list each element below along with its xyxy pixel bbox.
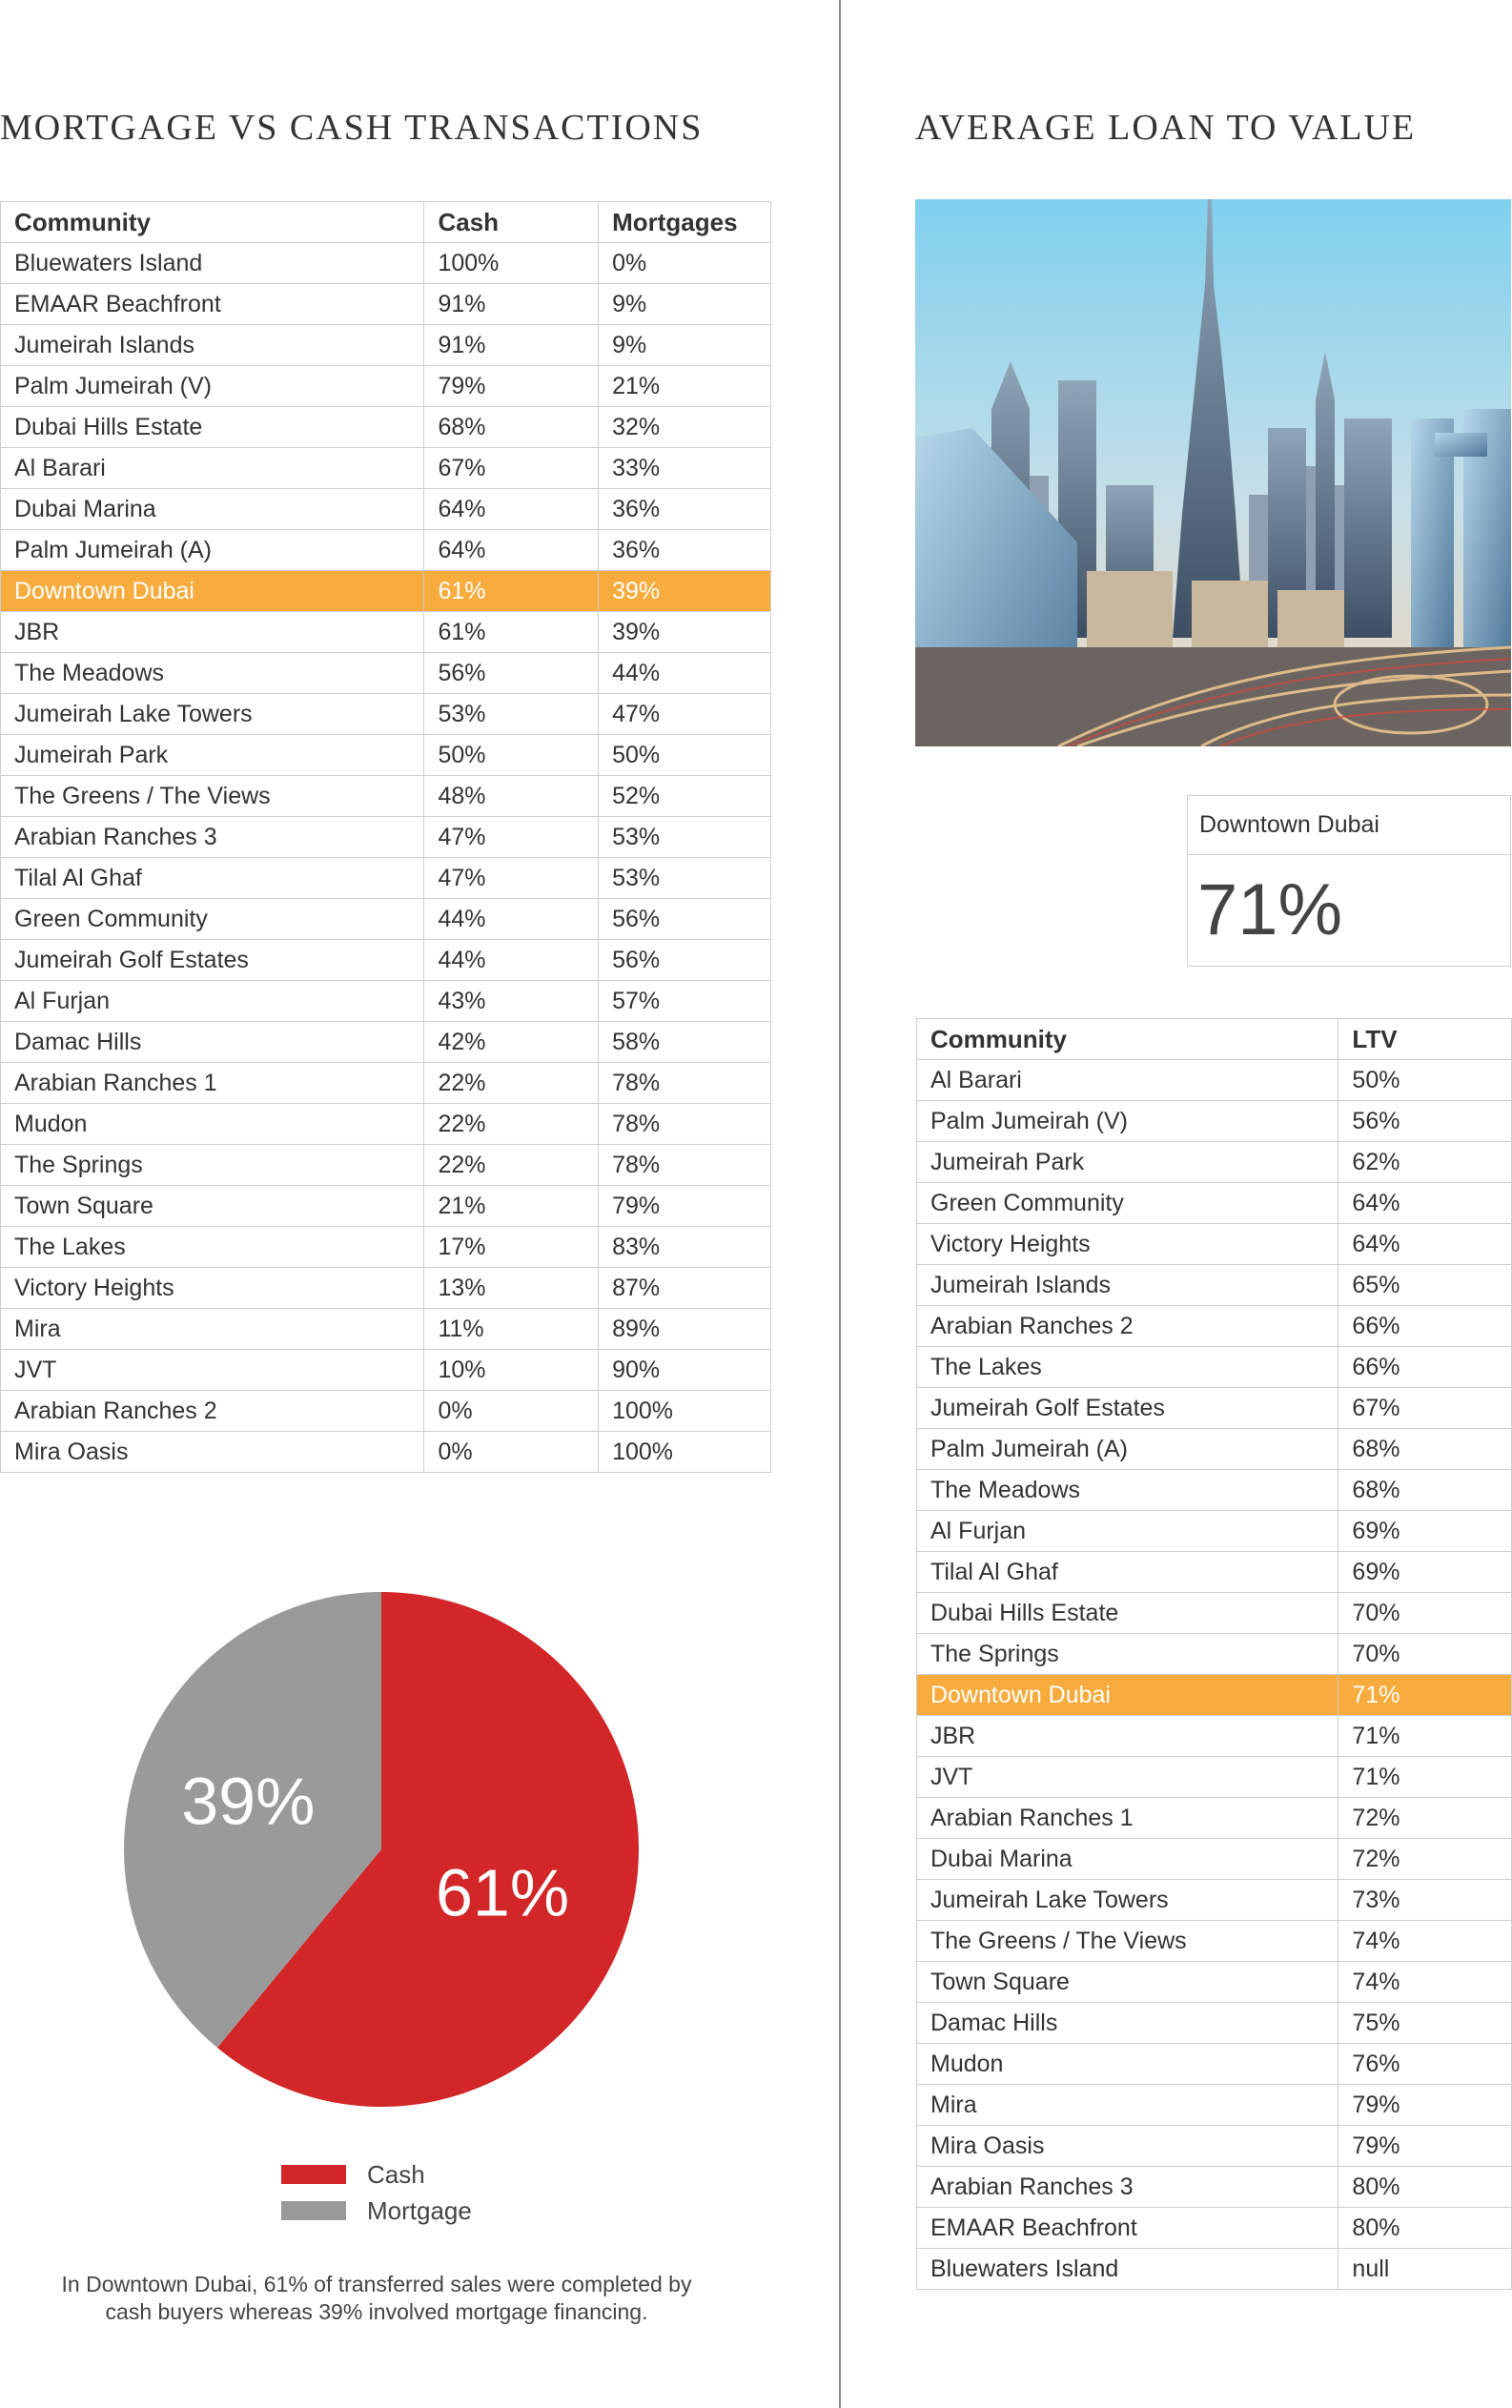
ltv-table-row — [917, 1798, 1512, 1839]
mortgage-cash-table-cell: Jumeirah Park — [1, 735, 424, 776]
ltv-table-cell: Town Square — [917, 1962, 1338, 2003]
mortgage-cash-table-cell: 78% — [599, 1104, 771, 1145]
ltv-table-cell: Jumeirah Islands — [917, 1265, 1338, 1306]
ltv-table-cell: 69% — [1338, 1511, 1512, 1552]
mortgage-cash-table-cell: Jumeirah Islands — [1, 325, 424, 366]
mortgage-cash-table-cell: 42% — [424, 1022, 599, 1063]
legend-label: Cash — [367, 2159, 425, 2189]
ltv-table-row — [917, 1388, 1512, 1429]
mortgage-cash-table-cell: Bluewaters Island — [1, 243, 424, 284]
mortgage-cash-table-cell: 90% — [599, 1350, 771, 1391]
mortgage-cash-table-row — [1, 243, 771, 284]
mortgage-cash-table-cell: 83% — [599, 1227, 771, 1268]
mortgage-cash-table-row — [1, 735, 771, 776]
mortgage-cash-table-cell: 13% — [424, 1268, 599, 1309]
ltv-table-cell: The Greens / The Views — [917, 1921, 1338, 1962]
ltv-table-header-cell: Community — [917, 1019, 1338, 1060]
ltv-table-cell: EMAAR Beachfront — [917, 2208, 1338, 2249]
mortgage-cash-table-cell: Mira Oasis — [1, 1432, 424, 1473]
ltv-table-row — [917, 1347, 1512, 1388]
ltv-table-cell: Arabian Ranches 1 — [917, 1798, 1338, 1839]
legend-item — [281, 2193, 472, 2229]
ltv-table-cell: 76% — [1338, 2044, 1512, 2085]
ltv-table-cell: 65% — [1338, 1265, 1512, 1306]
ltv-table-cell: Dubai Marina — [917, 1839, 1338, 1880]
ltv-table-row — [917, 1306, 1512, 1347]
ltv-table-cell: 70% — [1338, 1593, 1512, 1634]
mortgage-cash-table-cell: Town Square — [1, 1186, 424, 1227]
legend-item — [281, 2156, 472, 2193]
mortgage-cash-table-row — [1, 899, 771, 940]
mortgage-cash-table-cell: 21% — [424, 1186, 599, 1227]
ltv-table-row — [917, 2085, 1512, 2126]
mortgage-cash-table-cell: Mudon — [1, 1104, 424, 1145]
mortgage-cash-table-row — [1, 366, 771, 407]
ltv-table-row — [917, 1265, 1512, 1306]
mortgage-cash-table-header-cell: Mortgages — [599, 202, 771, 243]
ltv-table-row — [917, 1552, 1512, 1593]
mortgage-cash-table-cell: JVT — [1, 1350, 424, 1391]
mortgage-cash-table-cell: 57% — [599, 981, 771, 1022]
ltv-table-cell: 66% — [1338, 1347, 1512, 1388]
ltv-table-cell: Al Furjan — [917, 1511, 1338, 1552]
mortgage-cash-table-cell: 22% — [424, 1145, 599, 1186]
mortgage-cash-table-row — [1, 571, 771, 612]
ltv-table-cell: Green Community — [917, 1183, 1338, 1224]
ltv-table-cell: 80% — [1338, 2167, 1512, 2208]
mortgage-cash-table-cell: 22% — [424, 1104, 599, 1145]
ltv-table-row — [917, 1183, 1512, 1224]
mortgage-cash-table-cell: Arabian Ranches 1 — [1, 1063, 424, 1104]
mortgage-cash-table-row — [1, 1350, 771, 1391]
ltv-table-cell: 74% — [1338, 1962, 1512, 2003]
mortgage-cash-table-cell: 56% — [599, 899, 771, 940]
mortgage-cash-table-cell: Palm Jumeirah (A) — [1, 530, 424, 571]
ltv-table — [916, 1018, 1512, 2290]
mortgage-cash-table-cell: 100% — [424, 243, 599, 284]
mortgage-cash-table-cell: 48% — [424, 776, 599, 817]
mortgage-cash-table — [0, 201, 771, 1473]
skyline-image — [915, 199, 1511, 746]
mortgage-cash-table-cell: 0% — [424, 1391, 599, 1432]
ltv-table-cell: Dubai Hills Estate — [917, 1593, 1338, 1634]
ltv-table-row — [917, 1880, 1512, 1921]
mortgage-cash-table-cell: 36% — [599, 530, 771, 571]
ltv-table-row — [917, 1060, 1512, 1101]
mortgage-cash-table-header-row — [1, 202, 771, 243]
mortgage-cash-table-cell: The Greens / The Views — [1, 776, 424, 817]
ltv-table-cell: 79% — [1338, 2085, 1512, 2126]
mortgage-cash-table-cell: 0% — [599, 243, 771, 284]
ltv-table-cell: null — [1338, 2249, 1512, 2290]
mortgage-cash-table-cell: Arabian Ranches 3 — [1, 817, 424, 858]
ltv-table-cell: 66% — [1338, 1306, 1512, 1347]
mortgage-cash-table-cell: 52% — [599, 776, 771, 817]
mortgage-cash-table-header-cell: Cash — [424, 202, 599, 243]
mortgage-cash-table-cell: 47% — [599, 694, 771, 735]
mortgage-cash-table-cell: Jumeirah Lake Towers — [1, 694, 424, 735]
mortgage-cash-table-cell: 79% — [424, 366, 599, 407]
mortgage-cash-table-cell: 36% — [599, 489, 771, 530]
mortgage-cash-table-cell: 61% — [424, 571, 599, 612]
ltv-table-cell: Mira — [917, 2085, 1338, 2126]
ltv-table-cell: 71% — [1338, 1757, 1512, 1798]
pie-value-label: 39% — [181, 1764, 316, 1839]
mortgage-cash-table-cell: 64% — [424, 530, 599, 571]
ltv-table-row — [917, 1675, 1512, 1716]
ltv-table-cell: 71% — [1338, 1716, 1512, 1757]
ltv-table-row — [917, 2167, 1512, 2208]
mortgage-cash-table-row — [1, 653, 771, 694]
ltv-table-cell: Arabian Ranches 2 — [917, 1306, 1338, 1347]
ltv-table-row — [917, 1224, 1512, 1265]
ltv-table-cell: 73% — [1338, 1880, 1512, 1921]
pie-caption: In Downtown Dubai, 61% of transferred sales were completed by cash buyers whereas 39% involved mortgage financing. — [61, 2272, 692, 2324]
mortgage-cash-table-cell: Damac Hills — [1, 1022, 424, 1063]
mortgage-cash-table-cell: 58% — [599, 1022, 771, 1063]
ltv-table-cell: 67% — [1338, 1388, 1512, 1429]
mortgage-cash-table-row — [1, 1268, 771, 1309]
mortgage-cash-table-cell: The Meadows — [1, 653, 424, 694]
ltv-table-cell: 64% — [1338, 1183, 1512, 1224]
pie-legend — [281, 2156, 472, 2229]
mortgage-cash-table-row — [1, 817, 771, 858]
ltv-table-cell: 72% — [1338, 1798, 1512, 1839]
ltv-table-cell: 74% — [1338, 1921, 1512, 1962]
ltv-table-cell: Al Barari — [917, 1060, 1338, 1101]
ltv-table-cell: 80% — [1338, 2208, 1512, 2249]
ltv-table-row — [917, 1101, 1512, 1142]
ltv-table-cell: The Meadows — [917, 1470, 1338, 1511]
mortgage-cash-table-cell: JBR — [1, 612, 424, 653]
ltv-table-cell: Damac Hills — [917, 2003, 1338, 2044]
mortgage-cash-table-cell: 9% — [599, 284, 771, 325]
mortgage-cash-table-cell: 68% — [424, 407, 599, 448]
ltv-table-cell: 75% — [1338, 2003, 1512, 2044]
ltv-table-cell: 79% — [1338, 2126, 1512, 2167]
ltv-table-row — [917, 2044, 1512, 2085]
ltv-highlight-card — [1187, 795, 1511, 967]
mortgage-cash-table-cell: 17% — [424, 1227, 599, 1268]
ltv-table-cell: The Springs — [917, 1634, 1338, 1675]
ltv-table-row — [917, 1921, 1512, 1962]
ltv-table-row — [917, 1593, 1512, 1634]
mortgage-cash-table-cell: 56% — [599, 940, 771, 981]
mortgage-cash-table-cell: 67% — [424, 448, 599, 489]
column-divider — [839, 0, 841, 2408]
mortgage-cash-table-cell: 78% — [599, 1063, 771, 1104]
mortgage-cash-table-row — [1, 448, 771, 489]
mortgage-cash-table-row — [1, 1432, 771, 1473]
ltv-table-cell: Jumeirah Lake Towers — [917, 1880, 1338, 1921]
ltv-table-row — [917, 1429, 1512, 1470]
right-heading: AVERAGE LOAN TO VALUE — [915, 108, 1417, 148]
mortgage-cash-table-cell: 11% — [424, 1309, 599, 1350]
ltv-table-row — [917, 1470, 1512, 1511]
mortgage-cash-table-cell: 79% — [599, 1186, 771, 1227]
ltv-table-cell: Victory Heights — [917, 1224, 1338, 1265]
mortgage-cash-table-cell: Victory Heights — [1, 1268, 424, 1309]
ltv-highlight-name: Downtown Dubai — [1188, 796, 1510, 855]
legend-swatch — [281, 2165, 346, 2184]
mortgage-cash-table-cell: Jumeirah Golf Estates — [1, 940, 424, 981]
ltv-table-cell: 70% — [1338, 1634, 1512, 1675]
mortgage-cash-table-cell: Dubai Hills Estate — [1, 407, 424, 448]
cash-mortgage-pie-chart — [114, 1582, 648, 2116]
ltv-table-cell: Palm Jumeirah (V) — [917, 1101, 1338, 1142]
mortgage-cash-table-cell: The Lakes — [1, 1227, 424, 1268]
mortgage-cash-table-cell: Palm Jumeirah (V) — [1, 366, 424, 407]
mortgage-cash-table-header-cell: Community — [1, 202, 424, 243]
mortgage-cash-table-row — [1, 1145, 771, 1186]
mortgage-cash-table-cell: 78% — [599, 1145, 771, 1186]
mortgage-cash-table-cell: 10% — [424, 1350, 599, 1391]
mortgage-cash-table-cell: 22% — [424, 1063, 599, 1104]
mortgage-cash-table-cell: 39% — [599, 571, 771, 612]
mortgage-cash-table-row — [1, 284, 771, 325]
mortgage-cash-table-cell: 64% — [424, 489, 599, 530]
ltv-table-cell: 71% — [1338, 1675, 1512, 1716]
mortgage-cash-table-cell: 53% — [599, 817, 771, 858]
ltv-table-cell: JVT — [917, 1757, 1338, 1798]
mortgage-cash-table-row — [1, 1186, 771, 1227]
ltv-table-row — [917, 1962, 1512, 2003]
mortgage-cash-table-cell: Mira — [1, 1309, 424, 1350]
ltv-table-cell: 62% — [1338, 1142, 1512, 1183]
ltv-table-row — [917, 2208, 1512, 2249]
mortgage-cash-table-row — [1, 694, 771, 735]
mortgage-cash-table-cell: 56% — [424, 653, 599, 694]
mortgage-cash-table-cell: 47% — [424, 858, 599, 899]
ltv-table-cell: Tilal Al Ghaf — [917, 1552, 1338, 1593]
mortgage-cash-table-row — [1, 940, 771, 981]
mortgage-cash-table-cell: 61% — [424, 612, 599, 653]
mortgage-cash-table-cell: Tilal Al Ghaf — [1, 858, 424, 899]
ltv-table-cell: Arabian Ranches 3 — [917, 2167, 1338, 2208]
mortgage-cash-table-cell: 50% — [424, 735, 599, 776]
mortgage-cash-table-cell: 44% — [424, 940, 599, 981]
ltv-table-cell: Jumeirah Park — [917, 1142, 1338, 1183]
ltv-table-row — [917, 1757, 1512, 1798]
ltv-table-cell: 50% — [1338, 1060, 1512, 1101]
ltv-table-cell: JBR — [917, 1716, 1338, 1757]
ltv-table-cell: Bluewaters Island — [917, 2249, 1338, 2290]
mortgage-cash-table-cell: Downtown Dubai — [1, 571, 424, 612]
mortgage-cash-table-cell: 44% — [424, 899, 599, 940]
mortgage-cash-table-row — [1, 981, 771, 1022]
ltv-table-cell: Palm Jumeirah (A) — [917, 1429, 1338, 1470]
mortgage-cash-table-cell: Al Furjan — [1, 981, 424, 1022]
mortgage-cash-table-cell: 53% — [424, 694, 599, 735]
legend-swatch — [281, 2201, 346, 2220]
mortgage-cash-table-row — [1, 858, 771, 899]
left-heading: MORTGAGE VS CASH TRANSACTIONS — [0, 108, 704, 148]
mortgage-cash-table-row — [1, 530, 771, 571]
mortgage-cash-table-cell: 91% — [424, 284, 599, 325]
mortgage-cash-table-cell: The Springs — [1, 1145, 424, 1186]
mortgage-cash-table-cell: EMAAR Beachfront — [1, 284, 424, 325]
ltv-table-row — [917, 2126, 1512, 2167]
mortgage-cash-table-row — [1, 776, 771, 817]
ltv-table-header-cell: LTV — [1338, 1019, 1512, 1060]
ltv-table-row — [917, 2003, 1512, 2044]
mortgage-cash-table-cell: 43% — [424, 981, 599, 1022]
ltv-table-cell: Jumeirah Golf Estates — [917, 1388, 1338, 1429]
ltv-table-row — [917, 1142, 1512, 1183]
ltv-highlight-value: 71% — [1197, 869, 1343, 950]
ltv-table-row — [917, 1511, 1512, 1552]
mortgage-cash-table-row — [1, 1063, 771, 1104]
mortgage-cash-table-cell: 100% — [599, 1391, 771, 1432]
ltv-table-cell: 64% — [1338, 1224, 1512, 1265]
mortgage-cash-table-cell: 50% — [599, 735, 771, 776]
mortgage-cash-table-cell: 100% — [599, 1432, 771, 1473]
ltv-table-cell: Mudon — [917, 2044, 1338, 2085]
mortgage-cash-table-cell: 89% — [599, 1309, 771, 1350]
ltv-table-cell: 68% — [1338, 1429, 1512, 1470]
mortgage-cash-table-cell: 39% — [599, 612, 771, 653]
ltv-table-cell: The Lakes — [917, 1347, 1338, 1388]
mortgage-cash-table-cell: Dubai Marina — [1, 489, 424, 530]
mortgage-cash-table-row — [1, 1227, 771, 1268]
ltv-table-cell: Mira Oasis — [917, 2126, 1338, 2167]
mortgage-cash-table-cell: 0% — [424, 1432, 599, 1473]
ltv-table-cell: Downtown Dubai — [917, 1675, 1338, 1716]
mortgage-cash-table-row — [1, 1391, 771, 1432]
mortgage-cash-table-row — [1, 325, 771, 366]
mortgage-cash-table-row — [1, 407, 771, 448]
pie-value-label: 61% — [435, 1855, 570, 1930]
mortgage-cash-table-row — [1, 1022, 771, 1063]
ltv-table-row — [917, 2249, 1512, 2290]
mortgage-cash-table-cell: 91% — [424, 325, 599, 366]
ltv-table-cell: 56% — [1338, 1101, 1512, 1142]
mortgage-cash-table-cell: Al Barari — [1, 448, 424, 489]
mortgage-cash-table-row — [1, 612, 771, 653]
mortgage-cash-table-cell: 32% — [599, 407, 771, 448]
mortgage-cash-table-cell: 9% — [599, 325, 771, 366]
mortgage-cash-table-cell: Green Community — [1, 899, 424, 940]
mortgage-cash-table-cell: 53% — [599, 858, 771, 899]
ltv-table-row — [917, 1634, 1512, 1675]
ltv-table-row — [917, 1716, 1512, 1757]
legend-label: Mortgage — [367, 2195, 472, 2225]
mortgage-cash-table-row — [1, 1104, 771, 1145]
ltv-table-row — [917, 1839, 1512, 1880]
ltv-table-cell: 68% — [1338, 1470, 1512, 1511]
mortgage-cash-table-cell: 44% — [599, 653, 771, 694]
mortgage-cash-table-cell: 87% — [599, 1268, 771, 1309]
mortgage-cash-table-row — [1, 489, 771, 530]
mortgage-cash-table-cell: 47% — [424, 817, 599, 858]
mortgage-cash-table-cell: Arabian Ranches 2 — [1, 1391, 424, 1432]
mortgage-cash-table-cell: 21% — [599, 366, 771, 407]
ltv-table-header-row — [917, 1019, 1512, 1060]
dubai-skyline-photo — [915, 199, 1511, 746]
ltv-table-cell: 72% — [1338, 1839, 1512, 1880]
mortgage-cash-table-cell: 33% — [599, 448, 771, 489]
mortgage-cash-table-row — [1, 1309, 771, 1350]
ltv-table-cell: 69% — [1338, 1552, 1512, 1593]
